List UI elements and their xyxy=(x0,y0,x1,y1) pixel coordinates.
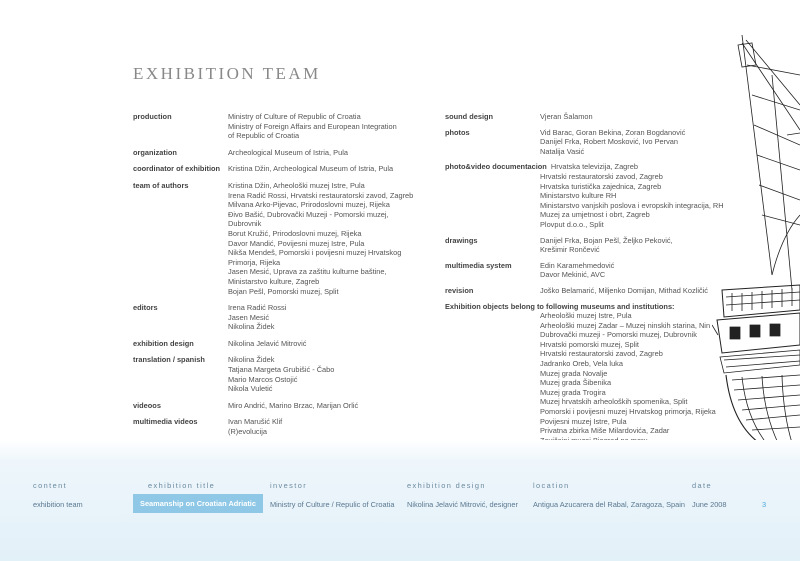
credit-value: Kristina Džin, Archeological Museum of Istria, Pula xyxy=(228,164,394,174)
credit-label: multimedia system xyxy=(445,260,512,270)
credit-value: of Republic of Croatia xyxy=(228,131,300,141)
credit-label: coordinator of exhibition xyxy=(133,164,221,174)
footer-value-exhibition-design: Nikolina Jelavić Mitrović, designer xyxy=(407,500,518,509)
credit-label: team of authors xyxy=(133,180,189,190)
credit-label: sound design xyxy=(445,112,494,121)
credit-value: Vjeran Šalamon xyxy=(540,112,593,121)
museums-list xyxy=(445,311,745,445)
credit-row xyxy=(133,339,433,349)
credit-value: Ministarstvo vanjskih poslova i evropskih integracija, RH xyxy=(540,200,724,210)
museum-item: Povijesni muzej Istre, Pula xyxy=(540,416,627,426)
credit-value: Nikša Mendeš, Pomorski i povijesni muzej Hrvatskog xyxy=(228,248,402,258)
credit-value: Irena Radić Rossi xyxy=(228,303,287,313)
credit-value: Ministarstvo kulture RH xyxy=(540,191,617,201)
footer-exhibition-title-badge: Seamanship on Croatian Adriatic xyxy=(133,494,263,513)
museums-heading: Exhibition objects belong to following museums and institutions: xyxy=(445,301,675,311)
credit-row xyxy=(445,286,745,296)
credit-value: Nikolina Židek xyxy=(228,355,275,365)
footer-header-exhibition-design: exhibition design xyxy=(407,481,486,490)
credit-row xyxy=(133,417,433,436)
credit-value: Davor Mekinić, AVC xyxy=(540,270,606,280)
credit-label: translation / spanish xyxy=(133,355,205,365)
museum-item: Dubrovački muzeji - Pomorski muzej, Dubrovnik xyxy=(540,330,697,340)
credit-row-photo-video xyxy=(445,162,745,229)
credit-value: Nikolina Jelavić Mitrović xyxy=(228,338,307,348)
credit-value: Milvana Arko-Pijevac, Prirodoslovni muzej, Rijeka xyxy=(228,200,390,210)
page-title: EXHIBITION TEAM xyxy=(133,64,321,83)
credit-value: Jasen Mesić xyxy=(228,312,270,322)
credit-row xyxy=(133,303,433,332)
credit-value: Dubrovnik xyxy=(228,219,262,229)
credit-value: Borut Kružić, Prirodoslovni muzej, Rijeka xyxy=(228,228,362,238)
museum-item: Muzej hrvatskih arheoloških spomenika, Split xyxy=(540,397,688,407)
credit-row xyxy=(133,355,433,393)
museum-item: Jadranko Oreb, Vela luka xyxy=(540,359,623,369)
credit-value: Ivan Marušić Klif xyxy=(228,417,283,427)
credit-label: photo&video documentacion xyxy=(445,162,547,172)
credit-value: Mario Marcos Ostojić xyxy=(228,374,298,384)
credit-label: multimedia videos xyxy=(133,417,198,427)
footer-header-location: location xyxy=(533,481,570,490)
credit-value: Đivo Bašić, Dubrovački Muzeji - Pomorski muzej, xyxy=(228,209,389,219)
credit-value: Edin Karamehmedović xyxy=(540,260,615,270)
credit-label: revision xyxy=(445,285,474,295)
museum-item: Muzej grada Novalje xyxy=(540,368,608,378)
credits-left-column xyxy=(133,112,433,444)
footer-value-content: exhibition team xyxy=(33,500,83,509)
credit-value: Miro Andrić, Marino Brzac, Marijan Orlić xyxy=(228,400,359,410)
museum-item: Arheološki muzej Istre, Pula xyxy=(540,311,632,321)
footer-value-location: Antigua Azucarera del Rabal, Zaragoza, Spain xyxy=(533,500,686,509)
credit-value: Archeological Museum of Istria, Pula xyxy=(228,147,348,157)
credit-value: Primorja, Rijeka xyxy=(228,257,281,267)
museum-item: Hrvatski pomorski muzej, Split xyxy=(540,339,639,349)
credit-label: production xyxy=(133,112,172,121)
credit-label: drawings xyxy=(445,235,478,245)
ship-illustration xyxy=(712,35,800,445)
footer-value-date: June 2008 xyxy=(692,500,727,509)
credit-value: Nikolina Židek xyxy=(228,322,275,332)
credit-row xyxy=(445,128,745,157)
credit-label: editors xyxy=(133,303,158,313)
museum-item: Arheološki muzej Zadar – Muzej ninskih starina, Nin xyxy=(540,320,711,330)
credit-value: Davor Mandić, Povijesni muzej Istre, Pula xyxy=(228,238,365,248)
credit-value: Muzej za umjetnost i obrt, Zagreb xyxy=(540,210,650,220)
museum-item: Muzej grada Trogira xyxy=(540,387,606,397)
museum-item: Hrvatski restauratorski zavod, Zagreb xyxy=(540,349,663,359)
credit-value: Irena Radić Rossi, Hrvatski restauratorski zavod, Zagreb xyxy=(228,190,414,200)
credit-value: Tatjana Margeta Grubišić - Čabo xyxy=(228,365,335,375)
credit-row xyxy=(133,164,433,174)
credit-value: (R)evolucija xyxy=(228,427,268,437)
credit-row xyxy=(445,112,745,122)
credit-value: Krešimir Rončević xyxy=(540,245,600,255)
credit-value: Hrvatski restauratorski zavod, Zagreb xyxy=(540,171,663,181)
credit-value: Vid Barac, Goran Bekina, Zoran Bogdanović xyxy=(540,127,686,137)
credit-value: Hrvatska televizija, Zagreb xyxy=(550,162,638,172)
page-number: 3 xyxy=(762,500,767,509)
credit-value: Ministry of Foreign Affairs and European Integration xyxy=(228,121,397,131)
footer-header-date: date xyxy=(692,481,712,490)
credit-value: Bojan Pešl, Pomorski muzej, Split xyxy=(228,286,339,296)
credit-row xyxy=(133,181,433,296)
museum-item: Pomorski i povijesni muzej Hrvatskog primorja, Rijeka xyxy=(540,407,716,417)
credit-label: organization xyxy=(133,147,177,157)
credit-value: Nikola Vuletić xyxy=(228,384,273,394)
credit-value: Danijel Frka, Bojan Pešl, Željko Peković, xyxy=(540,235,673,245)
credit-label: videoos xyxy=(133,400,161,410)
credit-value: Danijel Frka, Robert Mosković, Ivo Pervan xyxy=(540,137,679,147)
credit-value: Kristina Džin, Arheološki muzej Istre, Pula xyxy=(228,180,365,190)
credit-value: Ministarstvo kulture, Zagreb xyxy=(228,276,320,286)
credit-row xyxy=(133,112,433,141)
footer-value-investor: Ministry of Culture / Repulic of Croatia xyxy=(270,500,395,509)
credit-label: exhibition design xyxy=(133,338,194,348)
credit-value: Plovput d.o.o., Split xyxy=(540,219,604,229)
museum-item: Muzej grada Šibenika xyxy=(540,378,612,388)
credit-value: Ministry of Culture of Republic of Croatia xyxy=(228,112,361,121)
credit-row xyxy=(133,401,433,411)
credit-value: Joško Belamarić, Miljenko Domijan, Mithad Kozličić xyxy=(540,285,708,295)
footer-header-content: content xyxy=(33,481,68,490)
credit-row xyxy=(133,148,433,158)
credit-value: Jasen Mesić, Uprava za zaštitu kulturne baštine, xyxy=(228,267,387,277)
credit-row xyxy=(445,261,745,280)
footer-header-investor: investor xyxy=(270,481,308,490)
credit-label: photos xyxy=(445,127,470,137)
credits-right-column xyxy=(445,112,745,445)
credit-value: Hrvatska turistička zajednica, Zagreb xyxy=(540,181,662,191)
credit-row xyxy=(445,236,745,255)
footer-header-exhibition-title: exhibition title xyxy=(148,481,216,490)
credit-value: Natalija Vasić xyxy=(540,146,585,156)
museum-item: Privatna zbirka Miše Milardovića, Zadar xyxy=(540,426,670,436)
